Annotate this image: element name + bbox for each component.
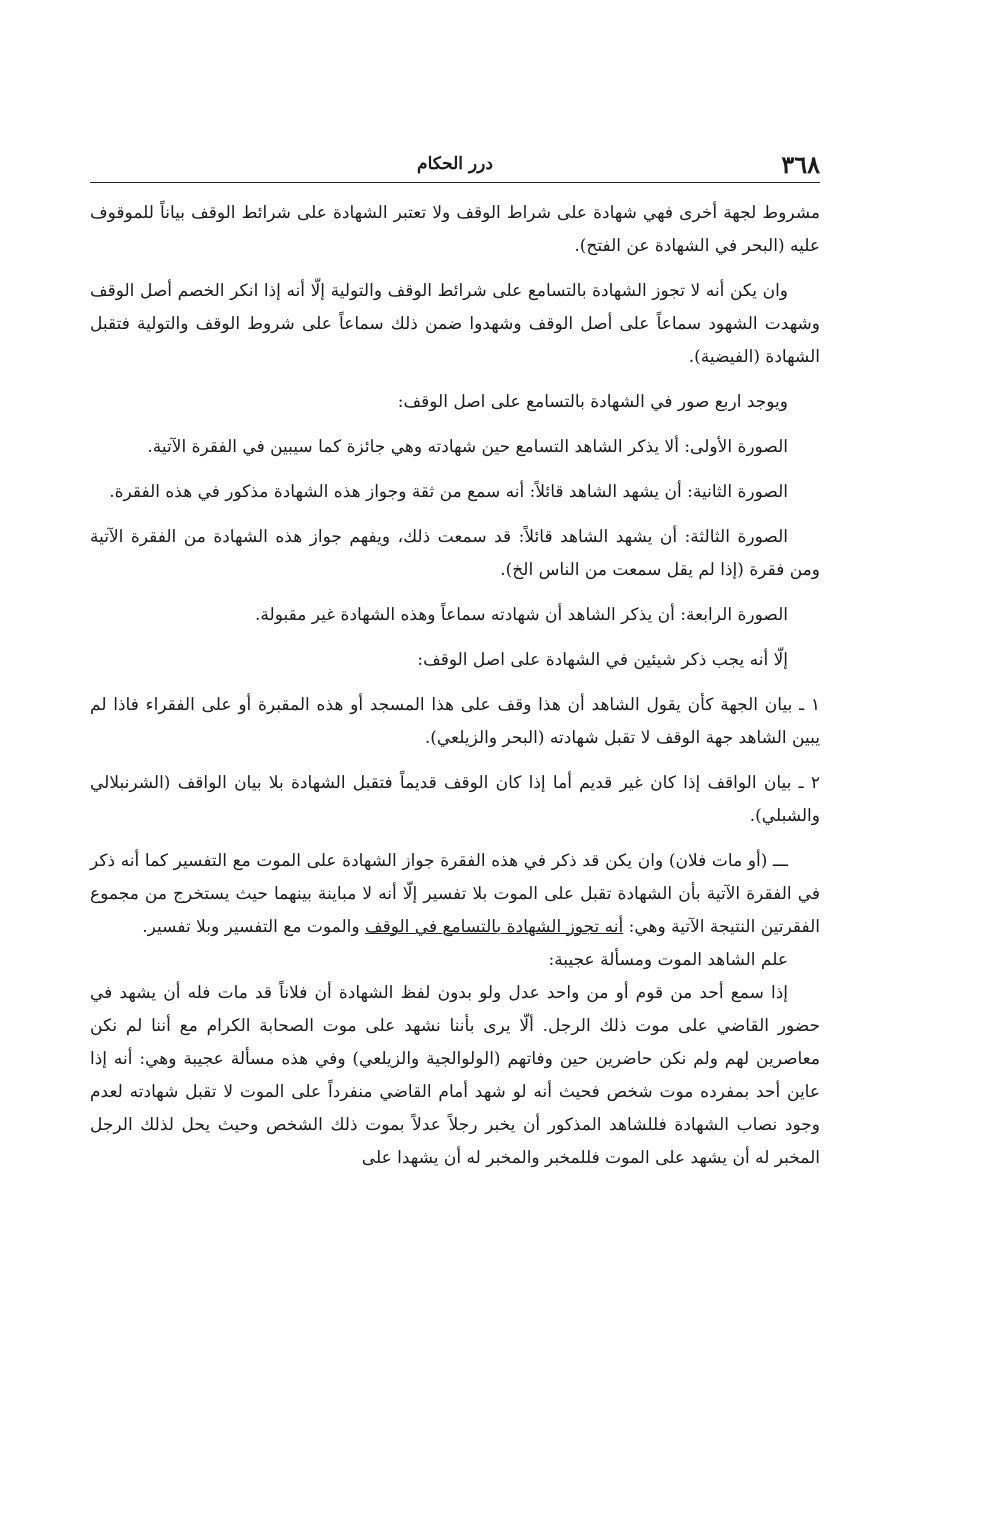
paragraph-conditions: وان يكن أنه لا تجوز الشهادة بالتسامع على شرائط الوقف والتولية إلّا أنه إذا انكر الخصم أصل الوقف وشهدت الشهود سماعاً على أصل الوقف وشهدوا ضمن ذلك سماعاً على شروط الوقف والتولية فتقبل الشهادة (الفيضية).: [90, 281, 820, 367]
running-header: [90, 148, 820, 183]
paragraph-form-1: الصورة الأولى: ألا يذكر الشاهد التسامع حين شهادته وهي جائزة كما سيبين في الفقرة الآتية.: [147, 437, 788, 457]
page-number: ٣٦٨: [781, 150, 820, 179]
document-page: [90, 148, 820, 1175]
paragraph-death-testimony: [90, 845, 820, 944]
paragraph-continuation: مشروط لجهة أخرى فهي شهادة على شراط الوقف ولا تعتبر الشهادة على شرائط الوقف بياناً للموقوف عليه (البحر في الشهادة عن الفتح).: [90, 203, 820, 256]
body-text: [90, 197, 820, 1175]
paragraph-two-things: إلّا أنه يجب ذكر شيئين في الشهادة على اصل الوقف:: [417, 650, 788, 670]
paragraph-form-3: الصورة الثالثة: أن يشهد الشاهد قائلاً: قد سمعت ذلك، ويفهم جواز هذه الشهادة من الفقرة الآتية ومن فقرة (إذا لم يقل سمعت من الناس الخ).: [90, 527, 820, 580]
section-heading: علم الشاهد الموت ومسألة عجيبة:: [548, 950, 788, 970]
death-text-before: ـــ (أو مات فلان) وان يكن قد ذكر في هذه الفقرة جواز الشهادة على الموت مع التفسير كما أنه ذكر في الفقرة الآتية بأن الشهادة تقبل على الموت بلا تفسير إلّا أنه لا مباينة بينهما حيث يستخرج من مجموع الفقرتين النتيجة الآتية وهي:: [90, 851, 820, 937]
paragraph-four-forms: ويوجد اربع صور في الشهادة بالتسامع على اصل الوقف:: [397, 392, 788, 412]
list-item-2: ٢ ـ بيان الواقف إذا كان غير قديم أما إذا كان الوقف قديماً فتقبل الشهادة بلا بيان الواقف (الشرنبلالي والشبلي).: [90, 773, 820, 826]
paragraph-form-2: الصورة الثانية: أن يشهد الشاهد قائلاً: أنه سمع من ثقة وجواز هذه الشهادة مذكور في هذه الفقرة.: [109, 482, 788, 502]
death-text-after: والموت مع التفسير وبلا تفسير.: [142, 917, 365, 937]
paragraph-strange-issue: إذا سمع أحد من قوم أو من واحد عدل ولو بدون لفظ الشهادة أن فلاناً قد مات فله أن يشهد في حضور القاضي على موت ذلك الرجل. ألّا يرى بأننا نشهد على موت الصحابة الكرام مع أننا لم نكن معاصرين لهم ولم نكن حاضرين حين وفاتهم (الولوالجية والزيلعي) وفي هذه مسألة عجيبة وهي: أنه إذا عاين أحد بمفرده موت شخص فحيث أنه لو شهد أمام القاضي منفرداً على الموت لا تقبل شهادته لعدم وجود نصاب الشهادة فللشاهد المذكور أن يخبر رجلاً عدلاً بموت ذلك الشخص وحيث يحل لذلك الرجل المخبر له أن يشهد على الموت فللمخبر والمخبر له أن يشهدا على: [90, 983, 820, 1168]
book-title: درر الحكام: [417, 154, 493, 174]
paragraph-form-4: الصورة الرابعة: أن يذكر الشاهد أن شهادته سماعاً وهذه الشهادة غير مقبولة.: [255, 605, 788, 625]
underlined-phrase: أنه تجوز الشهادة بالتسامع في الوقف: [364, 917, 624, 937]
list-item-1: ١ ـ بيان الجهة كأن يقول الشاهد أن هذا وقف على هذا المسجد أو هذه المقبرة أو على الفقراء فاذا لم يبين الشاهد جهة الوقف لا تقبل شهادته (البحر والزيلعي).: [90, 695, 820, 748]
